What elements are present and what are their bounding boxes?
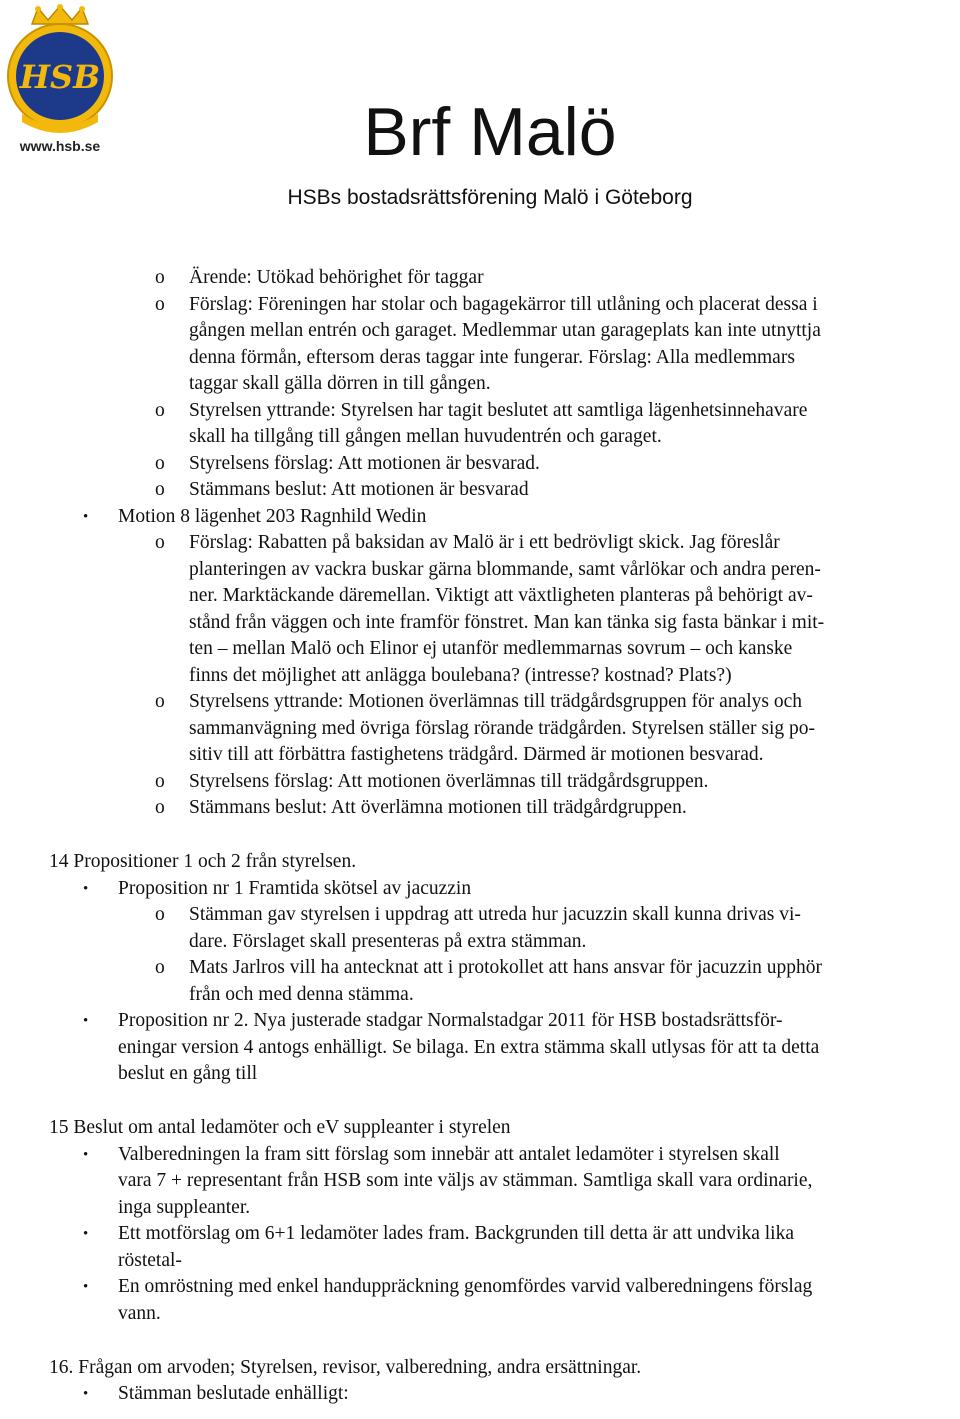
section-heading: 14 Propositioner 1 och 2 från styrelsen. bbox=[49, 851, 357, 872]
list-item-text: Ett motförslag om 6+1 ledamöter lades fram. Backgrunden till detta är att undvika lika bbox=[118, 1223, 794, 1244]
list-item-text: Valberedningen la fram sitt förslag som innebär att antalet ledamöter i styrelsen skall bbox=[118, 1143, 780, 1165]
svg-text:www.hsb.se: www.hsb.se bbox=[19, 138, 101, 154]
bullet-marker: • bbox=[83, 1146, 89, 1163]
circle-marker: o bbox=[155, 797, 165, 818]
list-item-text: Stämman gav styrelsen i uppdrag att utreda hur jacuzzin skall kunna drivas vi- bbox=[189, 904, 801, 925]
list-item-text: skall ha tillgång till gången mellan huvudentrén och garaget. bbox=[189, 426, 662, 447]
list-item-text: finns det möjlighet att anlägga boulebana? (intresse? kostnad? Plats?) bbox=[189, 664, 732, 686]
svg-text:HSB: HSB bbox=[19, 58, 101, 96]
list-item-text: från och med denna stämma. bbox=[189, 983, 414, 1005]
bullet-marker: • bbox=[83, 1013, 89, 1029]
bullet-marker: • bbox=[83, 1279, 89, 1295]
list-item-text: Styrelsens förslag: Att motionen överlämnas till trädgårdsgruppen. bbox=[189, 770, 709, 792]
circle-marker: o bbox=[155, 957, 165, 978]
circle-marker: o bbox=[155, 770, 165, 792]
list-item-text: Stämmans beslut: Att motionen är besvarad bbox=[189, 479, 529, 500]
list-item-text: beslut en gång till bbox=[118, 1063, 258, 1084]
circle-marker: o bbox=[155, 532, 165, 553]
list-item-text: inga suppleanter. bbox=[118, 1196, 251, 1218]
circle-marker: o bbox=[155, 691, 165, 712]
list-item-text: Förslag: Föreningen har stolar och bagagekärror till utlåning och placerat dessa i bbox=[189, 293, 818, 315]
list-item-text: Styrelsens förslag: Att motionen är besvarad. bbox=[189, 452, 540, 474]
section-heading: 16. Frågan om arvoden; Styrelsen, revisor, valberedning, andra ersättningar. bbox=[49, 1356, 642, 1378]
list-item-text: denna förmån, eftersom deras taggar inte fungerar. Förslag: Alla medlemmars bbox=[189, 346, 795, 368]
bullet-marker: • bbox=[83, 1226, 89, 1242]
list-item-text: Ärende: Utökad behörighet för taggar bbox=[189, 267, 484, 288]
list-item-text: sammanvägning med övriga förslag rörande trädgården. Styrelsen ställer sig po- bbox=[189, 717, 815, 739]
list-item-text: Motion 8 lägenhet 203 Ragnhild Wedin bbox=[118, 505, 427, 527]
list-item-text: Stämman beslutade enhälligt: bbox=[118, 1383, 349, 1404]
list-item-text: Styrelsens yttrande: Motionen överlämnas till trädgårdsgruppen för analys och bbox=[189, 691, 803, 712]
section-heading: 15 Beslut om antal ledamöter och eV suppleanter i styrelen bbox=[49, 1117, 511, 1138]
bullet-marker: • bbox=[83, 880, 89, 897]
bullet-marker: • bbox=[83, 1386, 89, 1402]
circle-marker: o bbox=[155, 267, 165, 288]
list-item-text: vann. bbox=[118, 1302, 161, 1324]
list-item-text: vara 7 + representant från HSB som inte väljs av stämman. Samtliga skall vara ordinarie, bbox=[118, 1170, 813, 1191]
list-item-text: eningar version 4 antogs enhälligt. Se bilaga. En extra stämma skall utlysas för att ta detta bbox=[118, 1036, 820, 1058]
list-item-text: Proposition nr 2. Nya justerade stadgar Normalstadgar 2011 för HSB bostadsrättsför- bbox=[118, 1010, 783, 1031]
list-item-text: Mats Jarlros vill ha antecknat att i protokollet att hans ansvar för jacuzzin upphör bbox=[189, 957, 823, 978]
page-subtitle: HSBs bostadsrättsförening Malö i Göteborg bbox=[287, 186, 693, 209]
list-item-text: Stämmans beslut: Att överlämna motionen till trädgårdgruppen. bbox=[189, 797, 687, 818]
list-item-text: Förslag: Rabatten på baksidan av Malö är i ett bedrövligt skick. Jag föreslår bbox=[189, 532, 780, 553]
list-item-text: planteringen av vackra buskar gärna blommande, samt vårlökar och andra peren- bbox=[189, 558, 821, 580]
list-item-text: ner. Marktäckande däremellan. Viktigt att växtligheten planteras på behörigt av- bbox=[189, 585, 813, 606]
list-item-text: taggar skall gälla dörren in till gången. bbox=[189, 373, 491, 394]
page-title: Brf Malö bbox=[363, 94, 617, 170]
circle-marker: o bbox=[155, 293, 165, 315]
list-item-text: gången mellan entrén och garaget. Medlemmar utan garageplats kan inte utnyttja bbox=[189, 320, 821, 341]
list-item-text: stånd från väggen och inte framför fönstret. Man kan tänka sig fasta bänkar i mit- bbox=[189, 611, 825, 633]
circle-marker: o bbox=[155, 479, 165, 500]
list-item-text: Styrelsen yttrande: Styrelsen har tagit beslutet att samtliga lägenhetsinnehavare bbox=[189, 399, 808, 421]
list-item-text: röstetal- bbox=[118, 1249, 182, 1271]
list-item-text: Proposition nr 1 Framtida skötsel av jacuzzin bbox=[118, 877, 472, 899]
list-item-text: dare. Förslaget skall presenteras på extra stämman. bbox=[189, 930, 587, 952]
list-item-text: En omröstning med enkel handuppräckning genomfördes varvid valberedningens förslag bbox=[118, 1276, 813, 1297]
circle-marker: o bbox=[155, 399, 165, 421]
circle-marker: o bbox=[155, 452, 165, 474]
list-item-text: ten – mellan Malö och Elinor ej utanför medlemmarnas sovrum – och kanske bbox=[189, 638, 793, 659]
circle-marker: o bbox=[155, 904, 165, 925]
bullet-marker: • bbox=[83, 508, 89, 525]
list-item-text: sitiv till att förbättra fastighetens trädgård. Därmed är motionen besvarad. bbox=[189, 744, 764, 765]
crown-icon bbox=[32, 4, 88, 24]
